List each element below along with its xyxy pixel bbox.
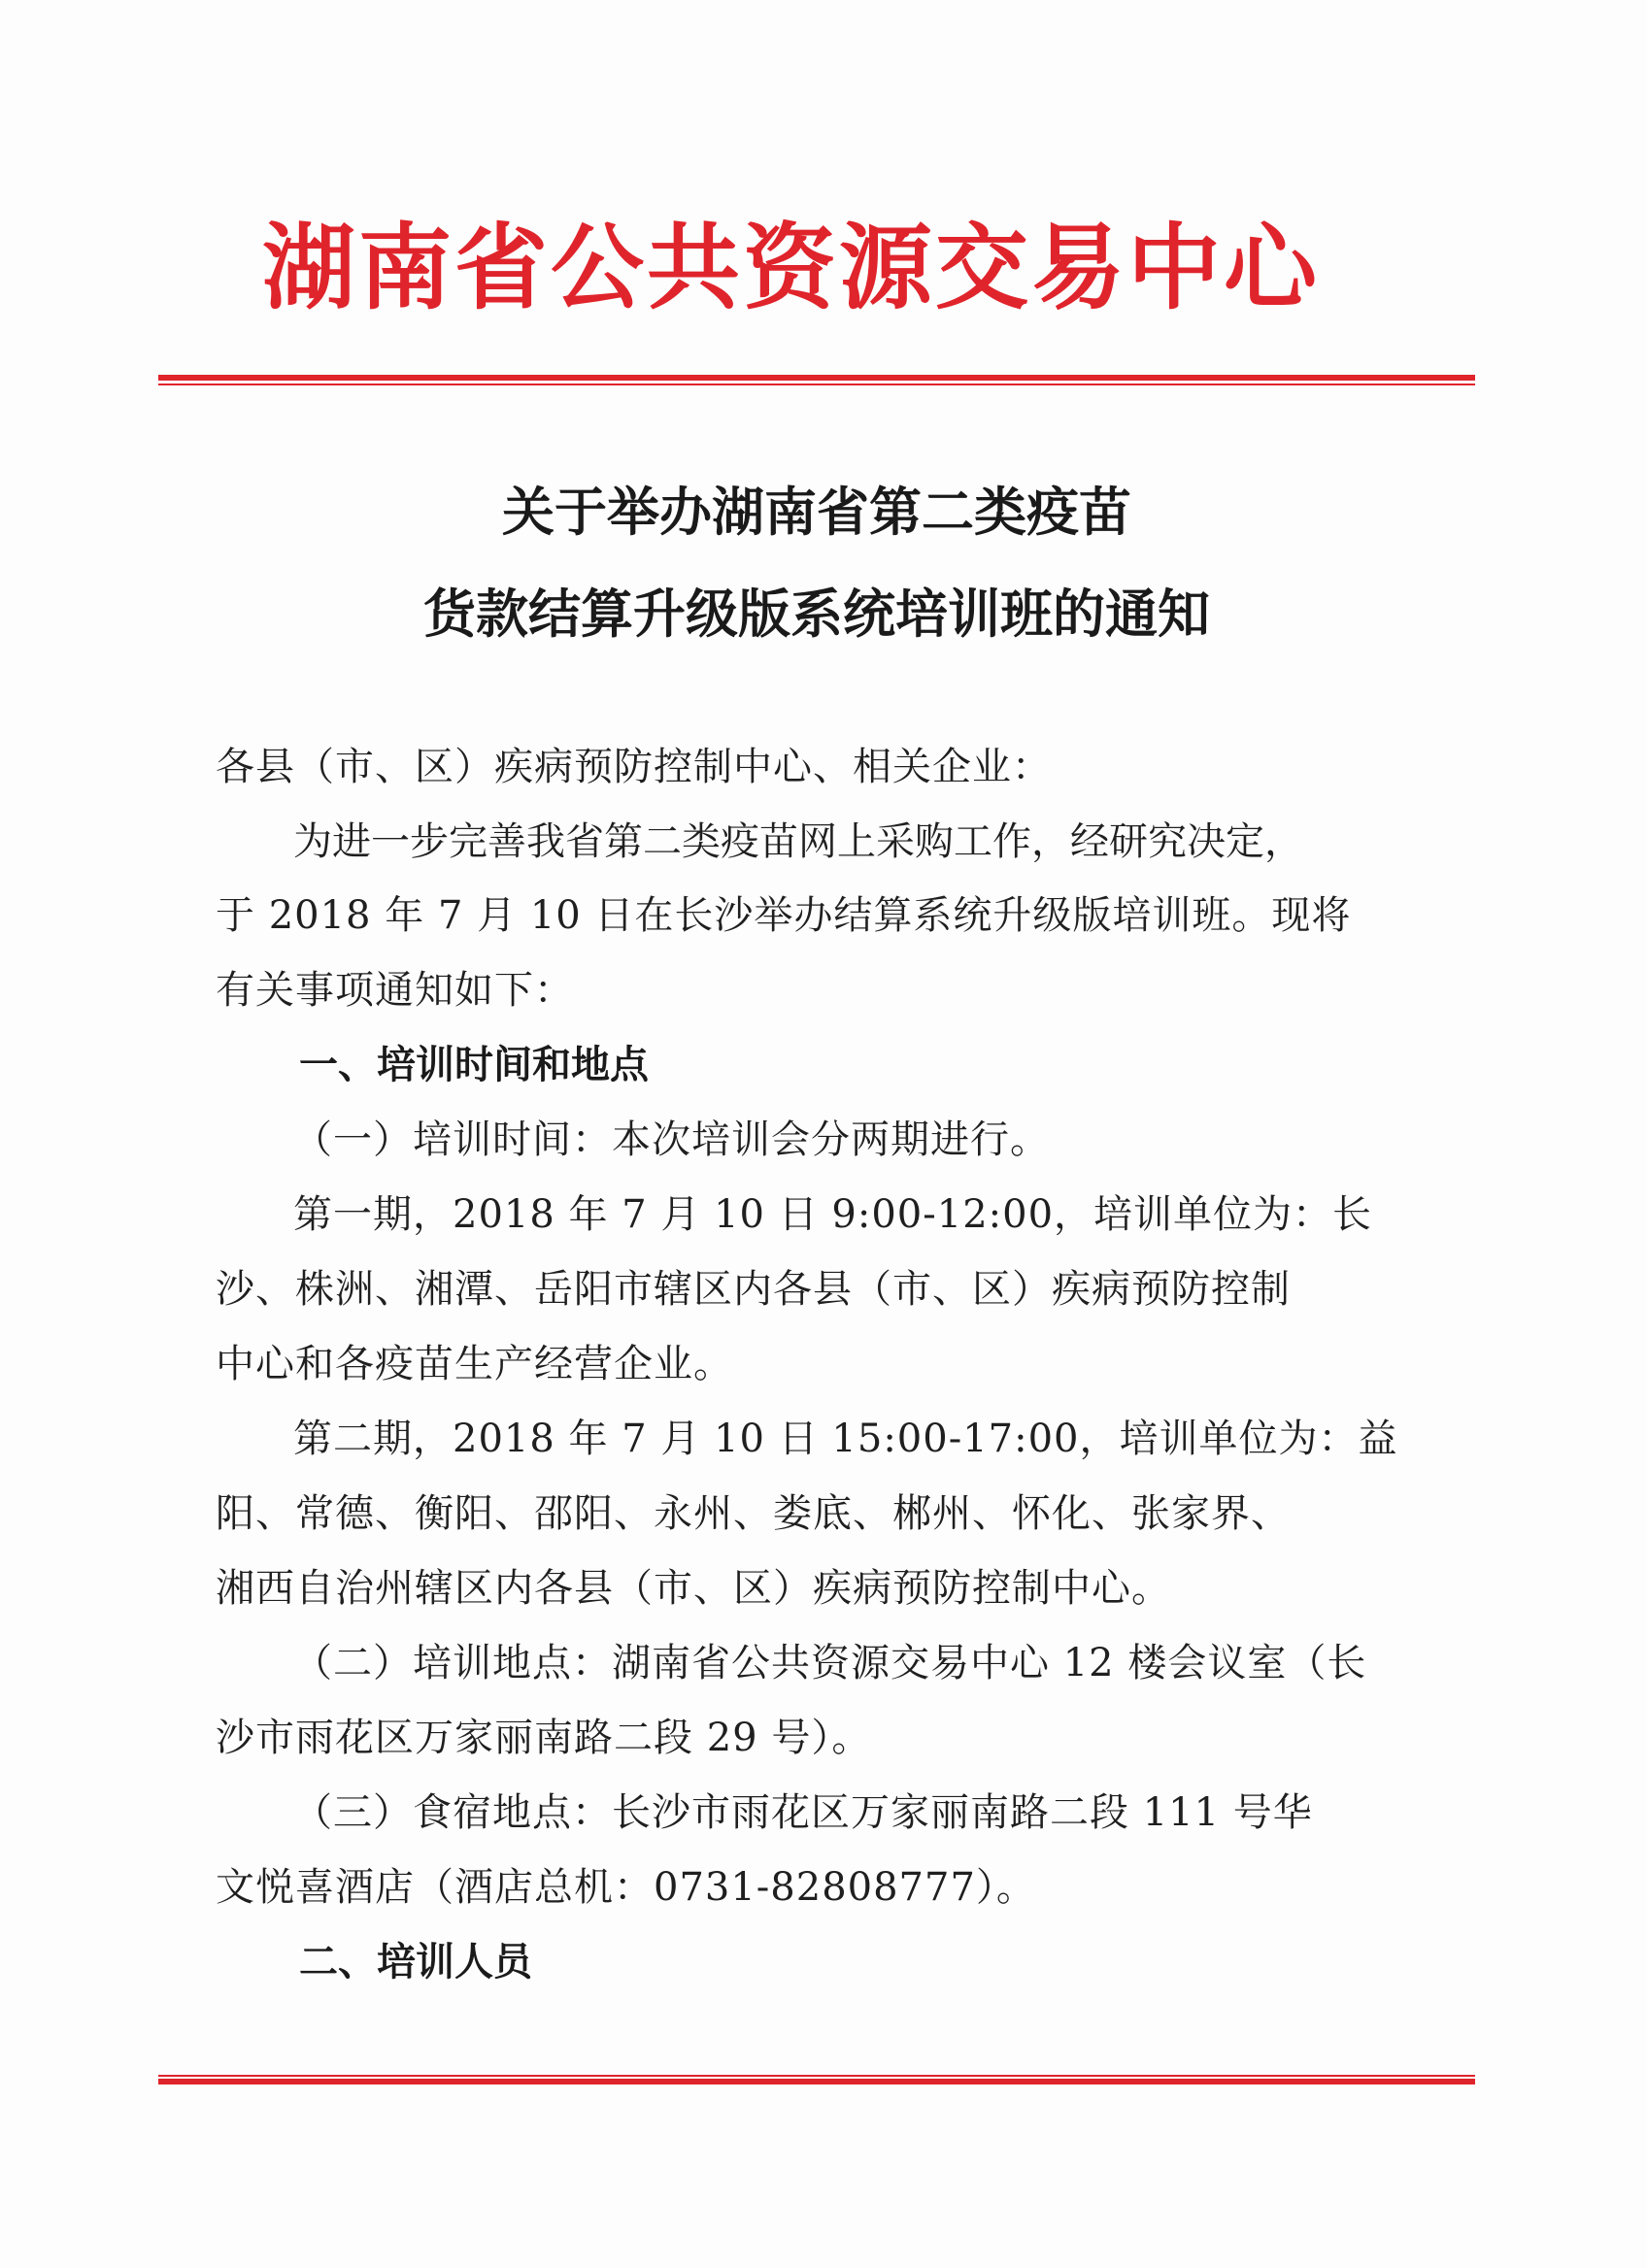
item-3-line-2: 文悦喜酒店（酒店总机：0731-82808777）。 <box>216 1865 1036 1910</box>
phase-2-line-3: 湘西自治州辖区内各县（市、区）疾病预防控制中心。 <box>216 1566 1171 1611</box>
intro-line-1-text: 为进一步完善我省第二类疫苗网上采购工作，经研究决定， <box>293 819 1303 864</box>
phase-2-line-1: 第二期，2018 年 7 月 10 日 15:00-17:00，培训单位为：益 <box>293 1417 1398 1461</box>
phase-1-line-3: 中心和各疫苗生产经营企业。 <box>216 1342 733 1386</box>
phase-2-line-2: 阳、常德、衡阳、邵阳、永州、娄底、郴州、怀化、张家界、 <box>216 1491 1291 1536</box>
intro-line-1 <box>293 819 1385 864</box>
phase-1-line-2: 沙、株洲、湘潭、岳阳市辖区内各县（市、区）疾病预防控制 <box>216 1267 1291 1312</box>
document-title-line-2: 货款结算升级版系统培训班的通知 <box>423 583 1210 645</box>
intro-line-2: 于 2018 年 7 月 10 日在长沙举办结算系统升级版培训班。现将 <box>216 893 1352 938</box>
document-title-line-1: 关于举办湖南省第二类疫苗 <box>502 481 1131 543</box>
section-1-heading: 一、培训时间和地点 <box>299 1043 649 1087</box>
rule-thin-line <box>158 2075 1475 2077</box>
item-2-line-2: 沙市雨花区万家丽南路二段 29 号）。 <box>216 1716 872 1760</box>
item-2-line-1: （二）培训地点：湖南省公共资源交易中心 12 楼会议室（长 <box>293 1641 1367 1685</box>
letterhead-org-name: 湖南省公共资源交易中心 <box>262 214 1320 322</box>
rule-thick-line <box>158 375 1475 381</box>
phase-1-line-1: 第一期，2018 年 7 月 10 日 9:00-12:00，培训单位为：长 <box>293 1192 1373 1237</box>
rule-thin-line <box>158 384 1475 385</box>
intro-line-3: 有关事项通知如下： <box>216 968 574 1013</box>
rule-thick-line <box>158 2079 1475 2085</box>
section-2-heading: 二、培训人员 <box>299 1940 532 1984</box>
letterhead-red-rule <box>158 375 1475 385</box>
item-1-training-time: （一）培训时间：本次培训会分两期进行。 <box>293 1117 1050 1162</box>
item-3-line-1: （三）食宿地点：长沙市雨花区万家丽南路二段 111 号华 <box>293 1790 1313 1835</box>
show-through-decoration <box>1049 417 1437 473</box>
footer-red-rule <box>158 2075 1475 2085</box>
salutation: 各县（市、区）疾病预防控制中心、相关企业： <box>216 745 1052 789</box>
